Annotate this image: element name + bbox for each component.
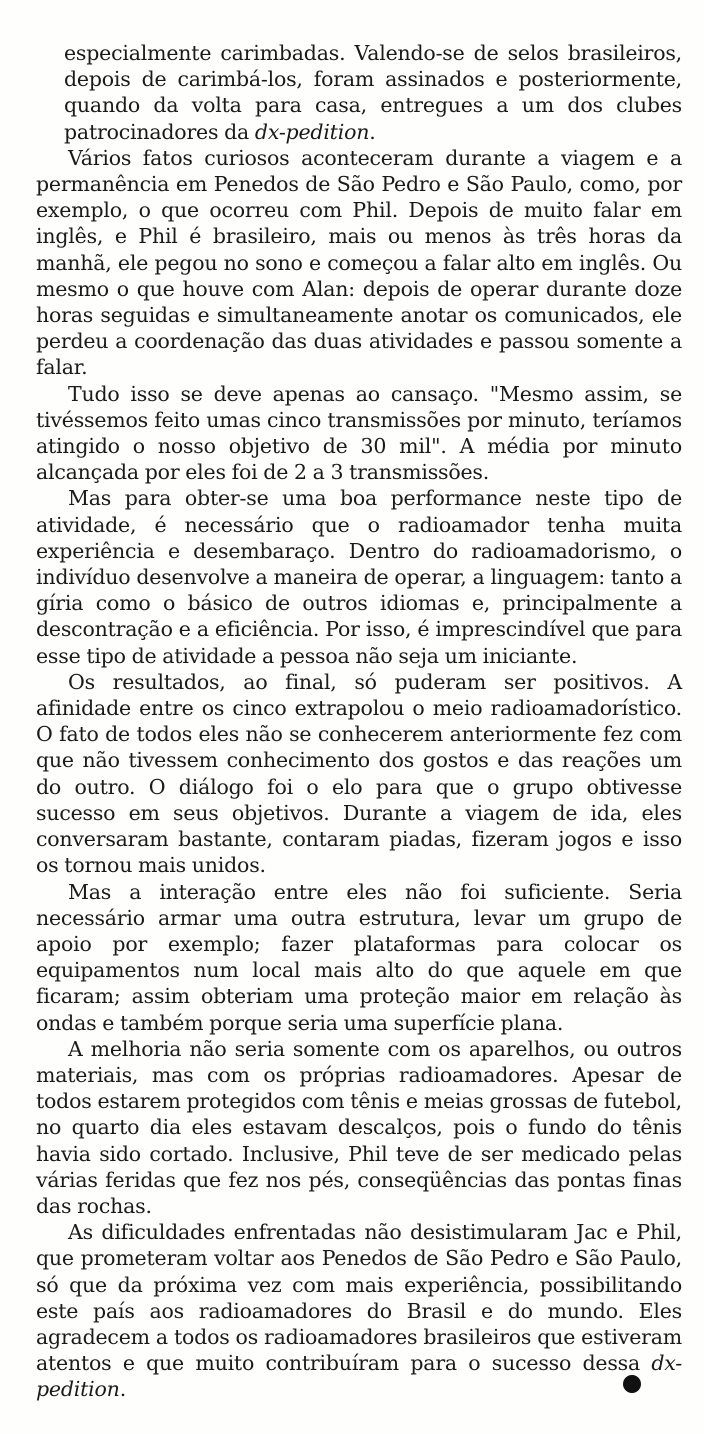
dx-pedition-term-1: dx-pedition <box>254 119 370 144</box>
article-column <box>36 40 682 1403</box>
paragraph-6: Mas a interação entre eles não foi suficiente. Seria necessário armar uma outra estrutura, levar um grupo de apoio por exemplo; fazer plataformas para colocar os equipamentos num local mais alto do que aquele em que ficaram; assim obteriam uma proteção maior em relação às ondas e também porque seria uma superfície plana. <box>36 879 682 1035</box>
paragraph-8-end: . <box>119 1377 127 1402</box>
paragraph-1-end: . <box>369 119 376 144</box>
paragraph-4: Mas para obter-se uma boa performance neste tipo de atividade, é necessário que o radioamador tenha muita experiência e desembaraço. Dentro do radioamadorismo, o indivíduo desenvolve a maneira de operar, a linguagem: tanto a gíria como o básico de outros idiomas e, principalmente a descontração e a eficiência. Por isso, é imprescindível que para esse tipo de atividade a pessoa não seja um iniciante. <box>36 486 682 668</box>
paragraph-1 <box>36 40 682 145</box>
dx-pedition-term-2: dx-pedition <box>36 1351 682 1402</box>
paragraph-3: Tudo isso se deve apenas ao cansaço. "Mesmo assim, se tivéssemos feito umas cinco transmissões por minuto, teríamos atingido o nosso objetivo de 30 mil". A média por minuto alcançada por eles foi de 2 a 3 transmissões. <box>36 381 682 485</box>
paragraph-8 <box>36 1219 682 1402</box>
end-of-article-bullet-icon <box>623 1375 641 1393</box>
paragraph-7: A melhoria não seria somente com os aparelhos, ou outros materiais, mas com os próprias radioamadores. Apesar de todos estarem protegidos com tênis e meias grossas de futebol, no quarto dia eles estavam descalços, pois o fundo do tênis havia sido cortado. Inclusive, Phil teve de ser medicado pelas várias feridas que fez nos pés, conseqüências das pontas finas das rochas. <box>36 1036 682 1218</box>
paragraph-2: Vários fatos curiosos aconteceram durante a viagem e a permanência em Penedos de São Pedro e São Paulo, como, por exemplo, o que ocorreu com Phil. Depois de muito falar em inglês, e Phil é brasileiro, mais ou menos às três horas da manhã, ele pegou no sono e começou a falar alto em inglês. Ou mesmo o que houve com Alan: depois de operar durante doze horas seguidas e simultaneamente anotar os comunicados, ele perdeu a coordenação das duas atividades e passou somente a falar. <box>36 145 682 380</box>
paragraph-5: Os resultados, ao final, só puderam ser positivos. A afinidade entre os cinco extrapolou o meio radioamadorístico. O fato de todos eles não se conhecerem anteriormente fez com que não tivessem conhecimento dos gostos e das reações um do outro. O diálogo foi o elo para que o grupo obtivesse sucesso em seus objetivos. Durante a viagem de ida, eles conversaram bastante, contaram piadas, fizeram jogos e isso os tornou mais unidos. <box>36 669 682 878</box>
paragraph-1-text: especialmente carimbadas. Valendo-se de selos brasileiros, depois de carimbá-los, foram assinados e posteriormente, quando da volta para casa, entregues a um dos clubes patrocinadores da <box>64 41 682 144</box>
paragraph-8-text: As dificuldades enfrentadas não desistimularam Jac e Phil, que prometeram voltar aos Penedos de São Pedro e São Paulo, só que da próxima vez com mais experiência, possibilitando este país aos radioamadores do Brasil e do mundo. Eles agradecem a todos os radioamadores brasileiros que estiveram atentos e que muito contribuíram para o sucesso dessa <box>36 1220 682 1376</box>
